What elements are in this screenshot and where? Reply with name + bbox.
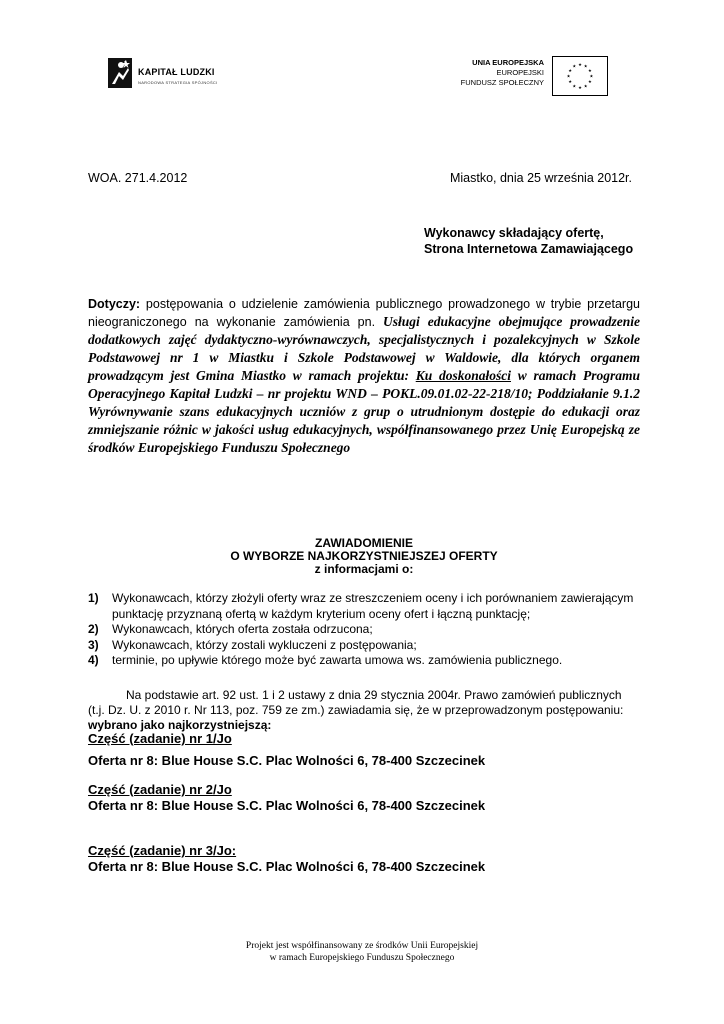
list-item-number: 2)	[88, 622, 99, 636]
eu-star-icon: ★	[583, 83, 588, 89]
part-offer: Oferta nr 8: Blue House S.C. Plac Wolności 6, 78-400 Szczecinek	[88, 753, 486, 768]
eu-star-icon: ★	[572, 63, 577, 69]
eu-star-icon: ★	[587, 67, 592, 73]
recipient-line: Wykonawcy składający ofertę,	[424, 226, 604, 240]
kapital-ludzki-logo-icon	[108, 58, 132, 88]
eu-star-icon: ★	[587, 79, 592, 85]
footer-line1: Projekt jest współfinansowany ze środków Unii Europejskiej	[245, 941, 479, 951]
kapital-ludzki-logo	[108, 58, 258, 96]
legal-basis-line1: Na podstawie art. 92 ust. 1 i 2 ustawy z dnia 29 stycznia 2004r. Prawo zamówień publicznych	[126, 688, 622, 702]
part-title: Część (zadanie) nr 1/Jo	[88, 731, 232, 746]
part-offer: Oferta nr 8: Blue House S.C. Plac Wolności 6, 78-400 Szczecinek	[88, 798, 486, 813]
part-1	[88, 731, 485, 768]
notice-heading-line1: ZAWIADOMIENIE	[315, 536, 413, 550]
document-date: Miastko, dnia 25 września 2012r.	[449, 171, 632, 185]
subject-title: Usługi edukacyjne obejmujące prowadzenie dodatkowych zajęć dydaktyczno-wyrównawczych, specjalistycznych i pozalekcyjnych w Szkole Podstawowej nr 1 w Miastku i Szkole Podstawowej w Waldowie, dla których organem prowadzącym jest Gmina Miastko w ramach projektu:	[88, 314, 640, 383]
subject-label: Dotyczy:	[88, 297, 141, 311]
part-2	[88, 782, 485, 813]
subject-title-continued: w ramach Programu Operacyjnego Kapitał Ludzki – nr projektu WND – POKL.09.01.02-22-218/10; Poddziałanie 9.1.2 Wyrównywanie szans edukacyjnych uczniów z grup o utrudnionym dostępie do edukacji oraz zmniejszanie różnic w jakości usług edukacyjnych, współfinansowanego przez Unię Europejską ze środków Europejskiego Funduszu Społecznego	[88, 368, 640, 455]
list-item-text: terminie, po upływie którego może być zawarta umowa ws. zamówienia publicznego.	[112, 653, 563, 667]
eu-logo-text	[461, 58, 544, 88]
notice-heading-line2: O WYBORZE NAJKORZYSTNIEJSZEJ OFERTY	[230, 549, 498, 563]
eu-logo-line2: EUROPEJSKI	[496, 68, 544, 77]
notice-heading-line3: z informacjami o:	[314, 562, 414, 576]
info-list	[88, 591, 648, 669]
document-reference: WOA. 271.4.2012	[88, 171, 188, 185]
part-title: Część (zadanie) nr 3/Jo:	[88, 843, 237, 858]
legal-basis-line3: wybrano jako najkorzystniejszą:	[88, 718, 272, 732]
eu-star-icon: ★	[578, 84, 582, 90]
project-name: Ku doskonałości	[415, 368, 511, 383]
eu-logo-line3: FUNDUSZ SPOŁECZNY	[460, 78, 544, 87]
eu-star-icon: ★	[589, 73, 594, 79]
legal-basis-line2: (t.j. Dz. U. z 2010 r. Nr 113, poz. 759 ze zm.) zawiadamia się, że w przeprowadzonym postępowaniu:	[88, 703, 624, 717]
eu-star-icon: ★	[568, 79, 573, 85]
eu-stars-flag-icon	[552, 56, 608, 96]
eu-logo-line1: UNIA EUROPEJSKA	[472, 58, 544, 67]
eu-star-icon: ★	[572, 83, 577, 89]
list-item-text: Wykonawcach, którzy zostali wykluczeni z postępowania;	[112, 637, 417, 652]
kapital-ludzki-subtitle: NARODOWA STRATEGIA SPÓJNOŚCI	[138, 80, 218, 85]
list-item-number: 4)	[88, 653, 99, 667]
eu-logo	[452, 56, 610, 98]
notice-heading	[88, 537, 640, 576]
kapital-ludzki-title: KAPITAŁ LUDZKI	[138, 67, 215, 77]
list-item	[88, 638, 648, 654]
list-item-text: Wykonawcach, którzy złożyli oferty wraz ze streszczeniem oceny i ich porównaniem zawierającym	[112, 591, 634, 605]
legal-basis	[88, 688, 648, 733]
recipients	[424, 225, 633, 257]
eu-star-icon: ★	[568, 67, 573, 73]
eu-star-icon: ★	[583, 63, 588, 69]
part-title: Część (zadanie) nr 2/Jo	[88, 782, 232, 797]
list-item-number: 1)	[88, 591, 99, 605]
eu-star-icon: ★	[578, 62, 582, 68]
part-3	[88, 843, 485, 874]
subject-intro: postępowania o udzielenie zamówienia publicznego prowadzonego w trybie przetargu nieograniczonego na wykonanie zamówienia pn.	[88, 297, 640, 329]
list-item-continuation: punktację przyznaną ofertą w każdym kryterium oceny ofert i łączną punktację;	[112, 606, 531, 621]
list-item-text: Wykonawcach, których oferta została odrzucona;	[112, 622, 373, 636]
list-item	[88, 591, 648, 607]
part-offer: Oferta nr 8: Blue House S.C. Plac Wolności 6, 78-400 Szczecinek	[88, 859, 486, 874]
subject-paragraph	[88, 295, 640, 457]
list-item-number: 3)	[88, 637, 99, 652]
list-item	[88, 653, 648, 669]
footer-line2: w ramach Europejskiego Funduszu Społecznego	[269, 953, 455, 963]
list-item	[88, 622, 648, 638]
footer	[200, 940, 524, 964]
eu-star-icon: ★	[566, 73, 571, 79]
recipient-line: Strona Internetowa Zamawiającego	[424, 242, 634, 256]
